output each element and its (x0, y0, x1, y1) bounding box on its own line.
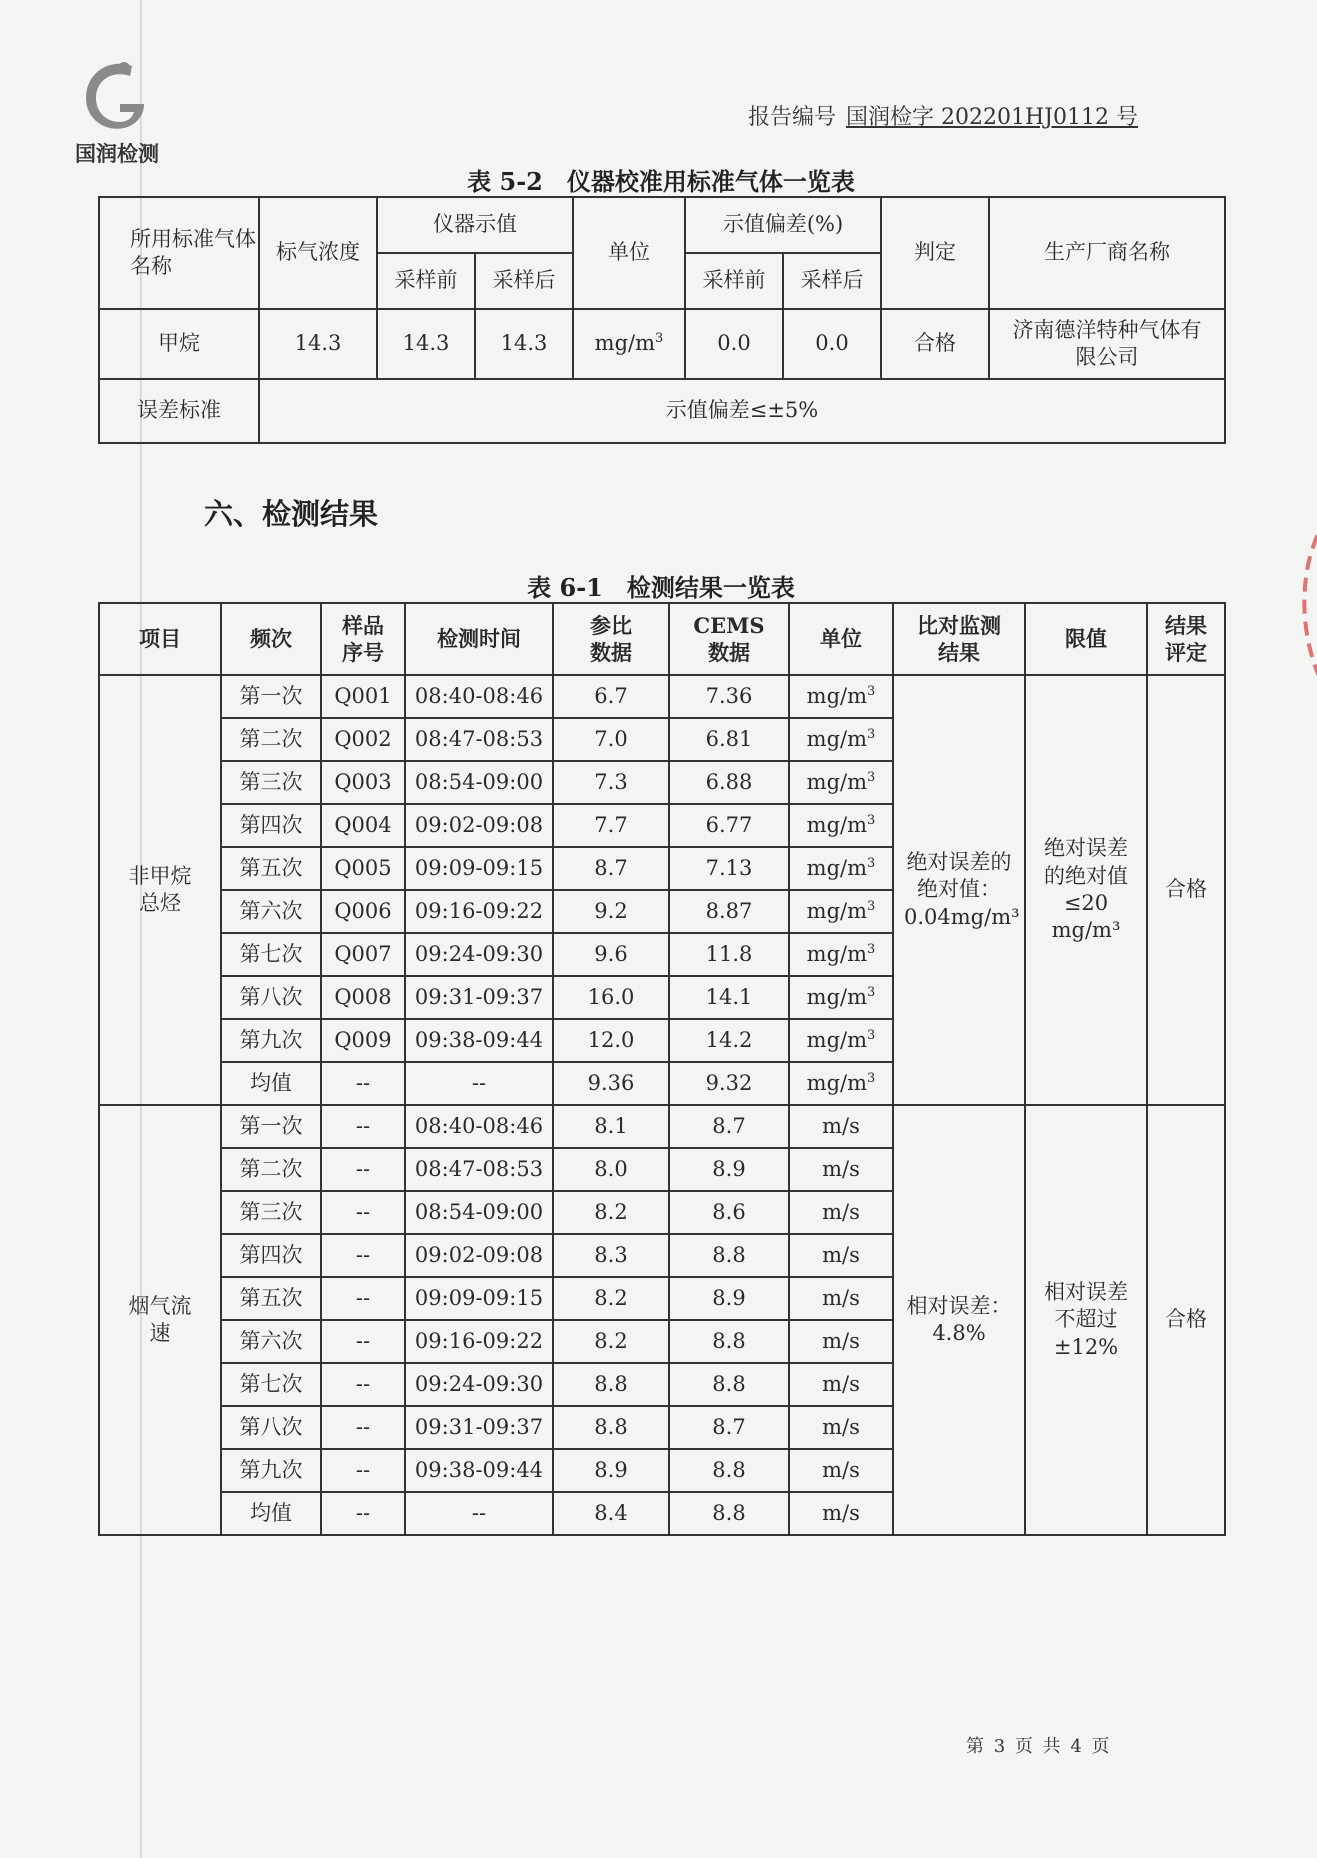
cems-value-cell: 6.81 (669, 718, 789, 761)
unit-cell (789, 1105, 893, 1148)
red-seal-stamp-icon (1288, 490, 1317, 720)
frequency-cell: 第二次 (221, 718, 321, 761)
unit-text: m/s (822, 1371, 860, 1396)
reference-value-cell: 7.0 (553, 718, 669, 761)
unit-cell (789, 1062, 893, 1105)
header-deviation-before: 采样前 (685, 253, 783, 309)
unit-superscript: 3 (867, 726, 876, 742)
header-reading: 仪器示值 (377, 197, 573, 253)
frequency-cell: 均值 (221, 1492, 321, 1535)
frequency-cell: 第九次 (221, 1019, 321, 1062)
frequency-cell: 第五次 (221, 847, 321, 890)
unit-cell (789, 1019, 893, 1062)
test-time-cell: 09:16-09:22 (405, 890, 553, 933)
report-number-label: 报告编号 (748, 105, 837, 130)
unit-cell (789, 1492, 893, 1535)
unit-cell (789, 976, 893, 1019)
reference-value-cell: 16.0 (553, 976, 669, 1019)
reference-value-cell: 7.7 (553, 804, 669, 847)
header-frequency: 频次 (221, 603, 321, 675)
table-row (99, 1105, 1225, 1148)
sample-no-cell: -- (321, 1148, 405, 1191)
unit-superscript: 3 (867, 683, 876, 699)
unit-text: m/s (822, 1242, 860, 1267)
sample-no-cell: -- (321, 1363, 405, 1406)
frequency-cell: 第一次 (221, 1105, 321, 1148)
sample-no-cell: Q004 (321, 804, 405, 847)
logo-text: 国润检测 (75, 142, 159, 166)
sample-no-cell: -- (321, 1062, 405, 1105)
reference-value-cell: 8.9 (553, 1449, 669, 1492)
header-reference-data: 参比数据 (553, 603, 669, 675)
unit-superscript: 3 (655, 331, 664, 347)
sample-no-cell: -- (321, 1234, 405, 1277)
test-time-cell: 08:54-09:00 (405, 761, 553, 804)
unit-text: mg/m (806, 1027, 868, 1052)
unit-text: m/s (822, 1199, 860, 1224)
test-time-cell: 09:31-09:37 (405, 976, 553, 1019)
test-time-cell: -- (405, 1062, 553, 1105)
cems-value-cell: 8.8 (669, 1320, 789, 1363)
reference-value-cell: 8.0 (553, 1148, 669, 1191)
page-number: 第 3 页 共 4 页 (966, 1736, 1110, 1757)
report-number (748, 100, 1138, 131)
unit-superscript: 3 (867, 984, 876, 1000)
frequency-cell: 第六次 (221, 890, 321, 933)
frequency-cell: 第三次 (221, 1191, 321, 1234)
error-standard-label: 误差标准 (99, 379, 259, 443)
item-cell: 非甲烷总烃 (99, 675, 221, 1105)
unit-cell (789, 933, 893, 976)
sample-no-cell: -- (321, 1449, 405, 1492)
test-time-cell: 09:24-09:30 (405, 1363, 553, 1406)
header-deviation: 示值偏差(%) (685, 197, 881, 253)
cems-value-cell: 7.13 (669, 847, 789, 890)
unit-text: m/s (822, 1500, 860, 1525)
table-5-2 (98, 196, 1226, 444)
reference-value-cell: 9.6 (553, 933, 669, 976)
reading-before-cell: 14.3 (377, 309, 475, 379)
test-time-cell: 09:09-09:15 (405, 1277, 553, 1320)
header-reading-before: 采样前 (377, 253, 475, 309)
reference-value-cell: 8.7 (553, 847, 669, 890)
cems-value-cell: 8.87 (669, 890, 789, 933)
unit-cell (789, 675, 893, 718)
cems-value-cell: 9.32 (669, 1062, 789, 1105)
unit-cell (789, 1406, 893, 1449)
cems-value-cell: 8.9 (669, 1277, 789, 1320)
unit-text: m/s (822, 1457, 860, 1482)
cems-value-cell: 6.77 (669, 804, 789, 847)
unit-text: mg/m (806, 683, 868, 708)
reference-value-cell: 8.1 (553, 1105, 669, 1148)
header-judge: 判定 (881, 197, 989, 309)
cems-value-cell: 14.2 (669, 1019, 789, 1062)
item-cell: 烟气流速 (99, 1105, 221, 1535)
cems-value-cell: 7.36 (669, 675, 789, 718)
frequency-cell: 第六次 (221, 1320, 321, 1363)
reference-value-cell: 8.2 (553, 1191, 669, 1234)
unit-cell (789, 1320, 893, 1363)
cems-value-cell: 8.7 (669, 1406, 789, 1449)
unit-text: mg/m (806, 898, 868, 923)
test-time-cell: 09:38-09:44 (405, 1019, 553, 1062)
cems-value-cell: 8.8 (669, 1449, 789, 1492)
unit-text: m/s (822, 1328, 860, 1353)
header-reading-after: 采样后 (475, 253, 573, 309)
unit-cell (789, 1234, 893, 1277)
reference-value-cell: 6.7 (553, 675, 669, 718)
unit-text: m/s (822, 1285, 860, 1310)
header-item: 项目 (99, 603, 221, 675)
concentration-cell: 14.3 (259, 309, 377, 379)
sample-no-cell: Q001 (321, 675, 405, 718)
unit-cell (789, 761, 893, 804)
header-test-time: 检测时间 (405, 603, 553, 675)
evaluation-cell: 合格 (1147, 1105, 1225, 1535)
reference-value-cell: 9.36 (553, 1062, 669, 1105)
test-time-cell: 08:54-09:00 (405, 1191, 553, 1234)
reference-value-cell: 8.2 (553, 1277, 669, 1320)
section-title: 六、检测结果 (204, 497, 379, 531)
unit-text: mg/m (806, 941, 868, 966)
test-time-cell: 08:47-08:53 (405, 718, 553, 761)
error-standard-value: 示值偏差≤±5% (259, 379, 1225, 443)
test-time-cell: 09:09-09:15 (405, 847, 553, 890)
frequency-cell: 第九次 (221, 1449, 321, 1492)
header-gas-name: 所用标准气体名称 (99, 197, 259, 309)
test-time-cell: 09:02-09:08 (405, 804, 553, 847)
unit-text: mg/m (806, 726, 868, 751)
unit-superscript: 3 (867, 898, 876, 914)
test-time-cell: 09:24-09:30 (405, 933, 553, 976)
sample-no-cell: Q007 (321, 933, 405, 976)
reference-value-cell: 8.4 (553, 1492, 669, 1535)
unit-text: m/s (822, 1414, 860, 1439)
table-row (99, 675, 1225, 718)
reading-after-cell: 14.3 (475, 309, 573, 379)
sample-no-cell: Q005 (321, 847, 405, 890)
frequency-cell: 第八次 (221, 976, 321, 1019)
cems-value-cell: 8.8 (669, 1363, 789, 1406)
sample-no-cell: -- (321, 1406, 405, 1449)
reference-value-cell: 12.0 (553, 1019, 669, 1062)
evaluation-cell: 合格 (1147, 675, 1225, 1105)
unit-text: mg/m (806, 812, 868, 837)
cems-value-cell: 8.8 (669, 1234, 789, 1277)
test-time-cell: 08:47-08:53 (405, 1148, 553, 1191)
frequency-cell: 第五次 (221, 1277, 321, 1320)
unit-text: m/s (822, 1156, 860, 1181)
reference-value-cell: 9.2 (553, 890, 669, 933)
test-time-cell: 09:31-09:37 (405, 1406, 553, 1449)
table-6-1 (98, 602, 1226, 1536)
table-6-1-title: 表 6-1 检测结果一览表 (527, 573, 795, 602)
cems-value-cell: 11.8 (669, 933, 789, 976)
compare-result-cell: 绝对误差的绝对值：0.04mg/m³ (893, 675, 1025, 1105)
header-evaluation: 结果评定 (1147, 603, 1225, 675)
table-5-2-title: 表 5-2 仪器校准用标准气体一览表 (467, 167, 855, 196)
unit-superscript: 3 (867, 769, 876, 785)
company-logo (62, 58, 172, 168)
unit-cell (789, 1191, 893, 1234)
header-maker: 生产厂商名称 (989, 197, 1225, 309)
unit-text: mg/m (806, 855, 868, 880)
header-limit: 限值 (1025, 603, 1147, 675)
limit-cell: 相对误差不超过±12% (1025, 1105, 1147, 1535)
cems-value-cell: 6.88 (669, 761, 789, 804)
unit-cell (573, 309, 685, 379)
reference-value-cell: 8.2 (553, 1320, 669, 1363)
test-time-cell: 08:40-08:46 (405, 675, 553, 718)
deviation-after-cell: 0.0 (783, 309, 881, 379)
header-compare-result: 比对监测结果 (893, 603, 1025, 675)
unit-text: mg/m (594, 331, 656, 356)
judge-cell: 合格 (881, 309, 989, 379)
unit-text: mg/m (806, 1070, 868, 1095)
unit-superscript: 3 (867, 941, 876, 957)
sample-no-cell: -- (321, 1277, 405, 1320)
cems-value-cell: 8.8 (669, 1492, 789, 1535)
unit-cell (789, 890, 893, 933)
unit-text: m/s (822, 1113, 860, 1138)
frequency-cell: 第七次 (221, 1363, 321, 1406)
frequency-cell: 第七次 (221, 933, 321, 976)
unit-superscript: 3 (867, 855, 876, 871)
sample-no-cell: -- (321, 1191, 405, 1234)
sample-no-cell: -- (321, 1492, 405, 1535)
limit-cell: 绝对误差的绝对值≤20 mg/m³ (1025, 675, 1147, 1105)
reference-value-cell: 8.3 (553, 1234, 669, 1277)
cems-value-cell: 14.1 (669, 976, 789, 1019)
test-time-cell: -- (405, 1492, 553, 1535)
deviation-before-cell: 0.0 (685, 309, 783, 379)
sample-no-cell: Q002 (321, 718, 405, 761)
unit-cell (789, 1363, 893, 1406)
unit-cell (789, 718, 893, 761)
sample-no-cell: -- (321, 1105, 405, 1148)
cems-value-cell: 8.6 (669, 1191, 789, 1234)
cems-value-cell: 8.9 (669, 1148, 789, 1191)
sample-no-cell: -- (321, 1320, 405, 1363)
maker-cell: 济南德洋特种气体有限公司 (989, 309, 1225, 379)
reference-value-cell: 8.8 (553, 1406, 669, 1449)
unit-cell (789, 1277, 893, 1320)
unit-superscript: 3 (867, 812, 876, 828)
frequency-cell: 均值 (221, 1062, 321, 1105)
unit-cell (789, 804, 893, 847)
header-concentration: 标气浓度 (259, 197, 377, 309)
reference-value-cell: 7.3 (553, 761, 669, 804)
header-unit: 单位 (789, 603, 893, 675)
frequency-cell: 第四次 (221, 804, 321, 847)
logo-mark-icon (80, 58, 154, 138)
sample-no-cell: Q006 (321, 890, 405, 933)
report-number-value: 国润检字 202201HJ0112 号 (846, 105, 1138, 130)
sample-no-cell: Q008 (321, 976, 405, 1019)
header-cems-data: CEMS 数据 (669, 603, 789, 675)
gas-name-cell: 甲烷 (99, 309, 259, 379)
test-time-cell: 09:38-09:44 (405, 1449, 553, 1492)
unit-superscript: 3 (867, 1027, 876, 1043)
frequency-cell: 第一次 (221, 675, 321, 718)
unit-cell (789, 1148, 893, 1191)
unit-text: mg/m (806, 769, 868, 794)
cems-value-cell: 8.7 (669, 1105, 789, 1148)
test-time-cell: 08:40-08:46 (405, 1105, 553, 1148)
sample-no-cell: Q003 (321, 761, 405, 804)
header-sample-no: 样品序号 (321, 603, 405, 675)
test-time-cell: 09:16-09:22 (405, 1320, 553, 1363)
sample-no-cell: Q009 (321, 1019, 405, 1062)
frequency-cell: 第二次 (221, 1148, 321, 1191)
unit-cell (789, 1449, 893, 1492)
frequency-cell: 第三次 (221, 761, 321, 804)
frequency-cell: 第四次 (221, 1234, 321, 1277)
unit-cell (789, 847, 893, 890)
unit-text: mg/m (806, 984, 868, 1009)
test-time-cell: 09:02-09:08 (405, 1234, 553, 1277)
unit-superscript: 3 (867, 1070, 876, 1086)
header-unit: 单位 (573, 197, 685, 309)
reference-value-cell: 8.8 (553, 1363, 669, 1406)
frequency-cell: 第八次 (221, 1406, 321, 1449)
compare-result-cell: 相对误差：4.8% (893, 1105, 1025, 1535)
header-deviation-after: 采样后 (783, 253, 881, 309)
